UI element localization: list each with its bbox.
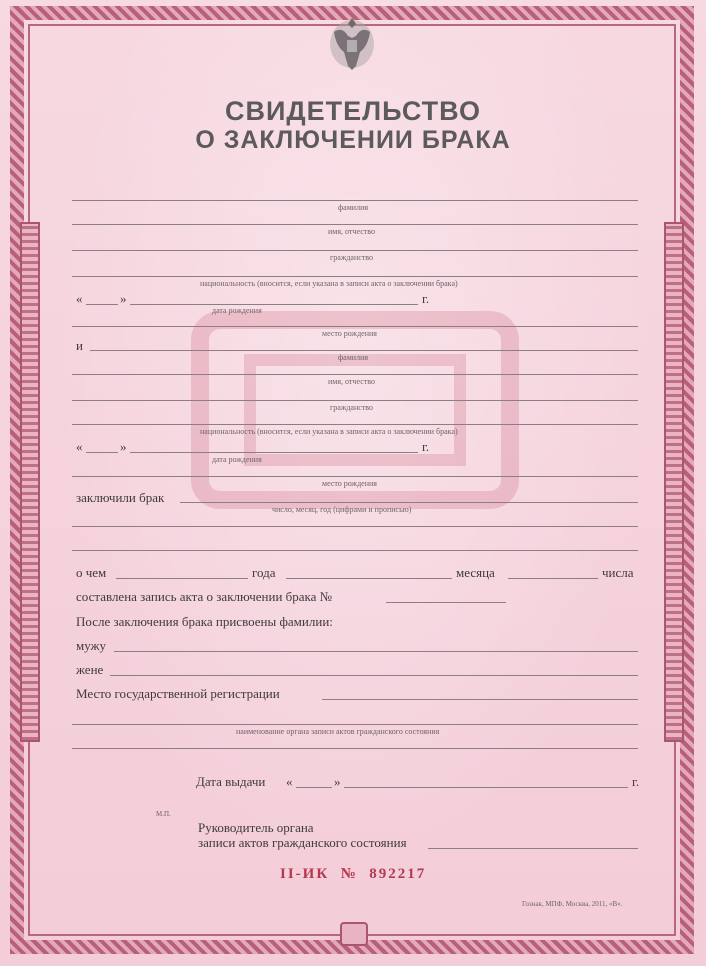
birth-day-open-quote-1: « — [76, 291, 83, 306]
surname-line-1[interactable] — [72, 200, 638, 201]
nationality-caption-1: национальность (вносится, если указана в записи акта о заключении брака) — [200, 279, 458, 288]
birth-place-caption-1: место рождения — [322, 329, 377, 338]
married-label: заключили брак — [76, 490, 165, 505]
birth-day-close-quote-2: » — [120, 439, 127, 454]
stamp-place-mark: М.П. — [156, 810, 171, 818]
certificate-title: СВИДЕТЕЛЬСТВО — [225, 96, 481, 126]
marriage-date-caption: число, месяц, год (цифрами и прописью) — [272, 505, 412, 514]
right-ornament-band — [664, 222, 684, 742]
month-word: месяца — [456, 565, 495, 580]
citizenship-caption-2: гражданство — [330, 403, 374, 412]
husband-label: мужу — [76, 638, 107, 653]
head-title-line2: записи актов гражданского состояния — [198, 835, 407, 850]
birth-year-suffix-2: г. — [422, 439, 430, 454]
serial-digits: 892217 — [369, 866, 427, 882]
issue-day-line[interactable] — [296, 787, 332, 788]
year-word: года — [252, 565, 276, 580]
birth-date-line-2[interactable] — [130, 452, 418, 453]
record-year-line[interactable] — [116, 578, 248, 579]
surname-caption-1: фамилия — [338, 203, 369, 212]
serial-sign: № — [340, 866, 358, 882]
name-caption-1: имя, отчество — [328, 227, 375, 236]
issue-year-suffix: г. — [632, 774, 640, 789]
registration-place-line[interactable] — [322, 699, 638, 700]
registry-caption: наименование органа записи актов гражданского состояния — [236, 727, 440, 736]
conjunction-and: и — [76, 338, 83, 353]
head-title-line1: Руководитель органа — [198, 820, 314, 835]
name-line-1[interactable] — [72, 224, 638, 225]
birth-date-caption-2: дата рождения — [212, 455, 262, 464]
registration-place-line-2[interactable] — [72, 724, 638, 725]
signature-line[interactable] — [428, 848, 638, 849]
issue-date-line[interactable] — [344, 787, 628, 788]
wife-surname-line[interactable] — [110, 675, 638, 676]
surnames-label: После заключения брака присвоены фамилии: — [76, 614, 333, 629]
issue-day-close-quote: » — [334, 774, 341, 789]
birth-day-line-2[interactable] — [86, 452, 118, 453]
record-label: составлена запись акта о заключении брака № — [76, 589, 333, 604]
issue-date-label: Дата выдачи — [196, 774, 266, 789]
marriage-date-line-2[interactable] — [72, 526, 638, 527]
nationality-line-2[interactable] — [72, 424, 638, 425]
surname-caption-2: фамилия — [338, 353, 369, 362]
nationality-line-1[interactable] — [72, 276, 638, 277]
birth-day-open-quote-2: « — [76, 439, 83, 454]
birth-day-line-1[interactable] — [86, 304, 118, 305]
left-ornament-band — [20, 222, 40, 742]
bottom-ornament-icon — [340, 922, 368, 946]
day-word: числа — [602, 565, 634, 580]
birth-place-line-2[interactable] — [72, 476, 638, 477]
husband-surname-line[interactable] — [114, 651, 638, 652]
record-month-line[interactable] — [286, 578, 452, 579]
wife-label: жене — [76, 662, 104, 677]
birth-year-suffix-1: г. — [422, 291, 430, 306]
surname-line-2[interactable] — [90, 350, 638, 351]
citizenship-caption-1: гражданство — [330, 253, 374, 262]
marriage-date-line-3[interactable] — [72, 550, 638, 551]
birth-day-close-quote-1: » — [120, 291, 127, 306]
citizenship-line-1[interactable] — [72, 250, 638, 251]
certificate-subtitle: О ЗАКЛЮЧЕНИИ БРАКА — [195, 126, 511, 154]
citizenship-line-2[interactable] — [72, 400, 638, 401]
serial-series: II-ИК — [280, 866, 330, 882]
about-label: о чем — [76, 565, 107, 580]
coat-of-arms-icon — [326, 8, 378, 74]
birth-place-line-1[interactable] — [72, 326, 638, 327]
registration-place-line-3[interactable] — [72, 748, 638, 749]
record-day-line[interactable] — [508, 578, 598, 579]
printer-note: Гознак, МПФ, Москва, 2011, «В». — [522, 900, 623, 908]
name-line-2[interactable] — [72, 374, 638, 375]
registration-label: Место государственной регистрации — [76, 686, 280, 701]
name-caption-2: имя, отчество — [328, 377, 375, 386]
record-number-line[interactable] — [386, 602, 506, 603]
marriage-date-line[interactable] — [180, 502, 638, 503]
serial-number — [280, 866, 426, 883]
nationality-caption-2: национальность (вносится, если указана в записи акта о заключении брака) — [200, 427, 458, 436]
birth-date-line-1[interactable] — [130, 304, 418, 305]
birth-date-caption-1: дата рождения — [212, 306, 262, 315]
issue-day-open-quote: « — [286, 774, 293, 789]
birth-place-caption-2: место рождения — [322, 479, 377, 488]
